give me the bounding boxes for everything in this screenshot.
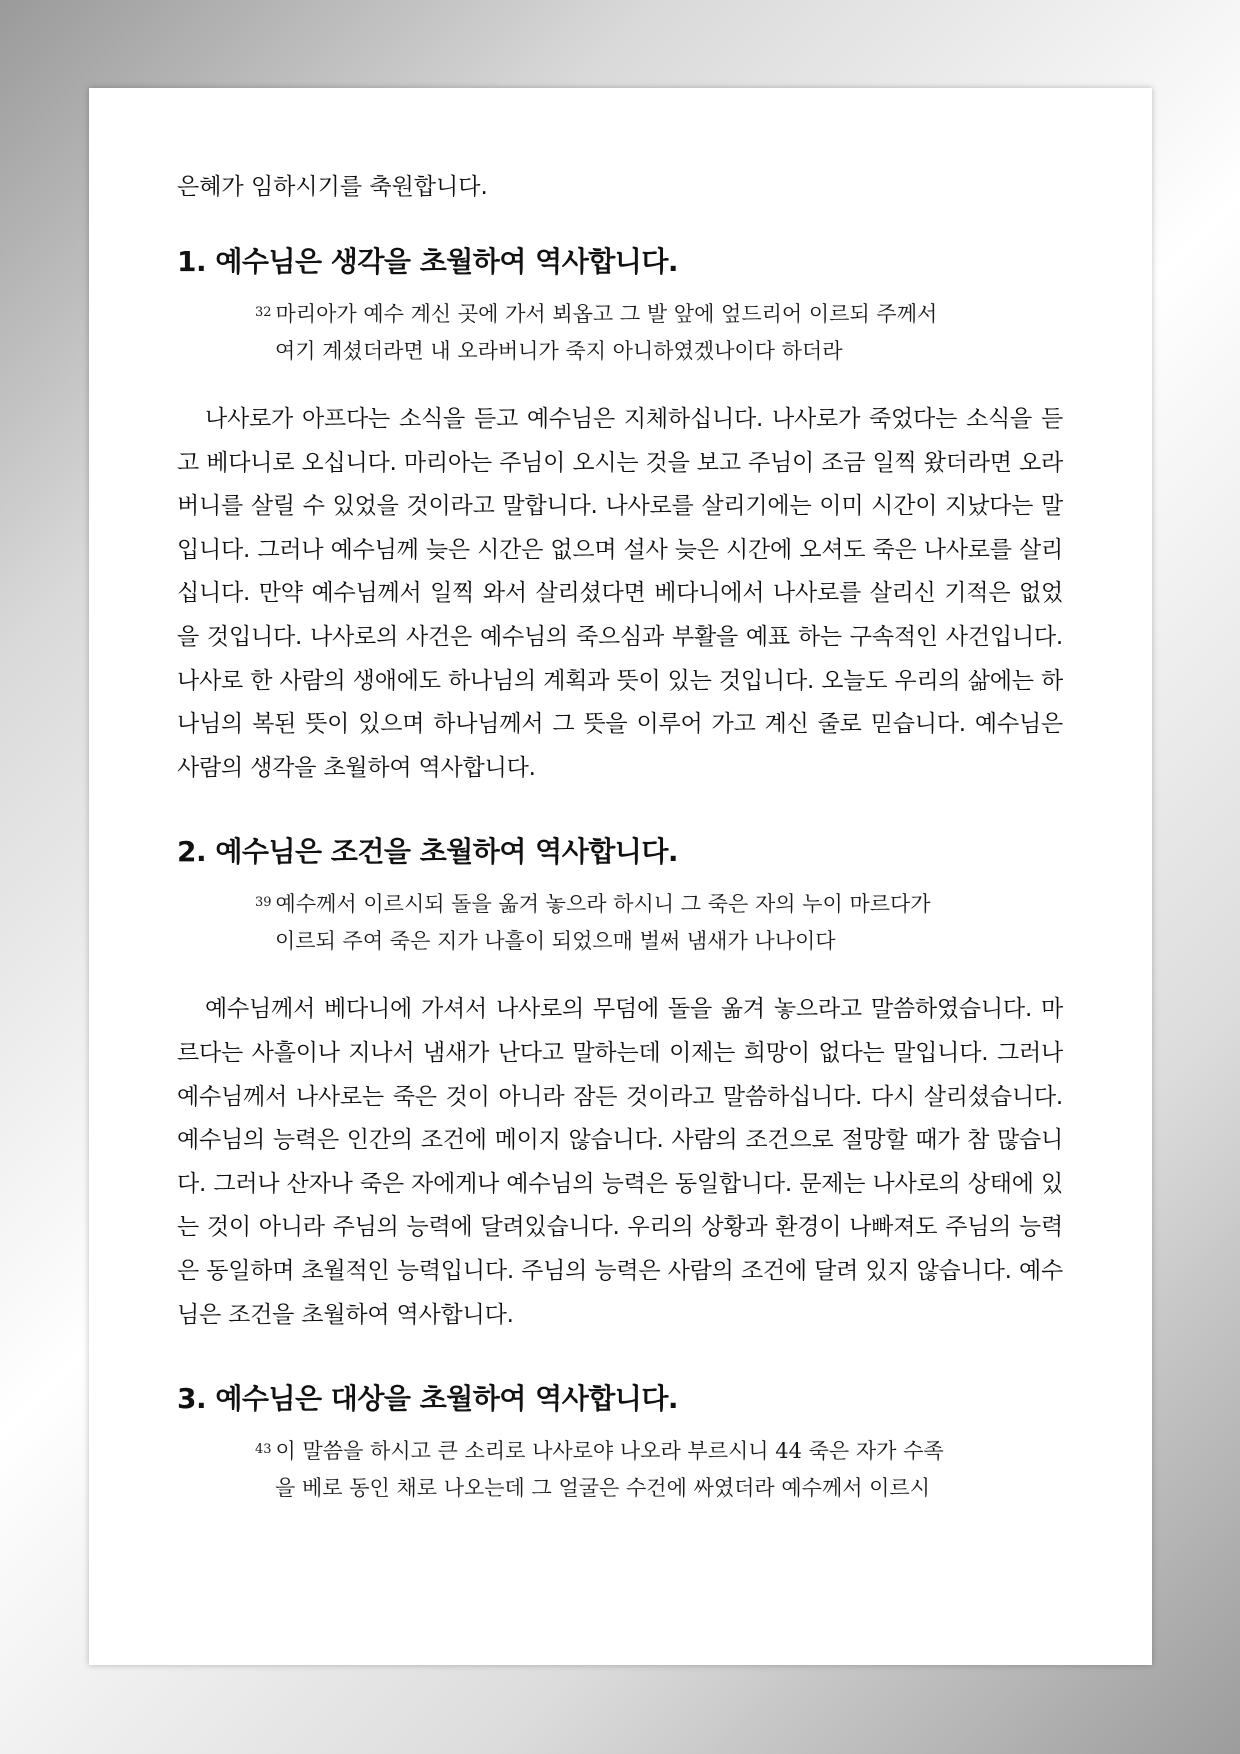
verse-line: 을 베로 동인 채로 나오는데 그 얼굴은 수건에 싸였더라 예수께서 이르시 xyxy=(275,1476,931,1501)
verse-quote-3 xyxy=(255,1433,985,1507)
verse-quote-1 xyxy=(255,296,985,370)
section-title-1: 1. 예수님은 생각을 초월하여 역사합니다. xyxy=(177,245,679,278)
verse-line xyxy=(255,886,985,923)
verse-number: 43 xyxy=(255,1442,272,1458)
verse-text: 마리아가 예수 계신 곳에 가서 뵈옵고 그 발 앞에 엎드리어 이르되 주께서 xyxy=(275,302,938,326)
verse-text: 이 말씀을 하시고 큰 소리로 나사로야 나오라 부르시니 44 죽은 자가 수족 xyxy=(275,1439,944,1464)
section-body-1: 나사로가 아프다는 소식을 듣고 예수님은 지체하십니다. 나사로가 죽었다는 소식을 듣고 베다니로 오십니다. 마리아는 주님이 오시는 것을 보고 주님이 조금 일찍 왔더라면 오라버니를 살릴 수 있었을 것이라고 말합니다. 나사로를 살리기에는 이미 시간이 지났다는 말입니다. 그러나 예수님께 늦은 시간은 없으며 설사 늦은 시간에 오셔도 죽은 나사로를 살리십니다. 만약 예수님께서 일찍 와서 살리셨다면 베다니에서 나사로를 살리신 기적은 없었을 것입니다. 나사로의 사건은 예수님의 죽으심과 부활을 예표 하는 구속적인 사건입니다. 나사로 한 사람의 생애에도 하나님의 계획과 뜻이 있는 것입니다. 오늘도 우리의 삶에는 하나님의 복된 뜻이 있으며 하나님께서 그 뜻을 이루어 가고 계신 줄로 믿습니다. 예수님은 사람의 생각을 초월하여 역사합니다. xyxy=(177,406,1063,781)
page-content xyxy=(177,170,1063,1535)
verse-text: 예수께서 이르시되 돌을 옮겨 놓으라 하시니 그 죽은 자의 누이 마르다가 xyxy=(275,892,931,917)
verse-line: 여기 계셨더라면 내 오라버니가 죽지 아니하였겠나이다 하더라 xyxy=(275,339,843,363)
verse-number: 39 xyxy=(255,895,272,911)
verse-line: 이르되 주여 죽은 지가 나흘이 되었으매 벌써 냄새가 나나이다 xyxy=(275,929,836,954)
section-title-2: 2. 예수님은 조건을 초월하여 역사합니다. xyxy=(177,835,679,869)
verse-line xyxy=(255,296,985,333)
verse-line xyxy=(255,1433,985,1470)
document-page xyxy=(89,88,1152,1665)
section-title-3: 3. 예수님은 대상을 초월하여 역사합니다. xyxy=(177,1382,679,1416)
verse-quote-2 xyxy=(255,886,985,960)
verse-number: 32 xyxy=(255,305,272,320)
section-body-2: 예수님께서 베다니에 가셔서 나사로의 무덤에 돌을 옮겨 놓으라고 말씀하였습니다. 마르다는 사흘이나 지나서 냄새가 난다고 말하는데 이제는 희망이 없다는 말입니다. 그러나 예수님께서 나사로는 죽은 것이 아니라 잠든 것이라고 말씀하십니다. 다시 살리셨습니다. 예수님의 능력은 인간의 조건에 메이지 않습니다. 사람의 조건으로 절망할 때가 참 많습니다. 그러나 산자나 죽은 자에게나 예수님의 능력은 동일합니다. 문제는 나사로의 상태에 있는 것이 아니라 주님의 능력에 달려있습니다. 우리의 상황과 환경이 나빠져도 주님의 능력은 동일하며 초월적인 능력입니다. 주님의 능력은 사람의 조건에 달려 있지 않습니다. 예수님은 조건을 초월하여 역사합니다. xyxy=(177,996,1063,1328)
lead-sentence: 은혜가 임하시기를 축원합니다. xyxy=(177,174,488,200)
